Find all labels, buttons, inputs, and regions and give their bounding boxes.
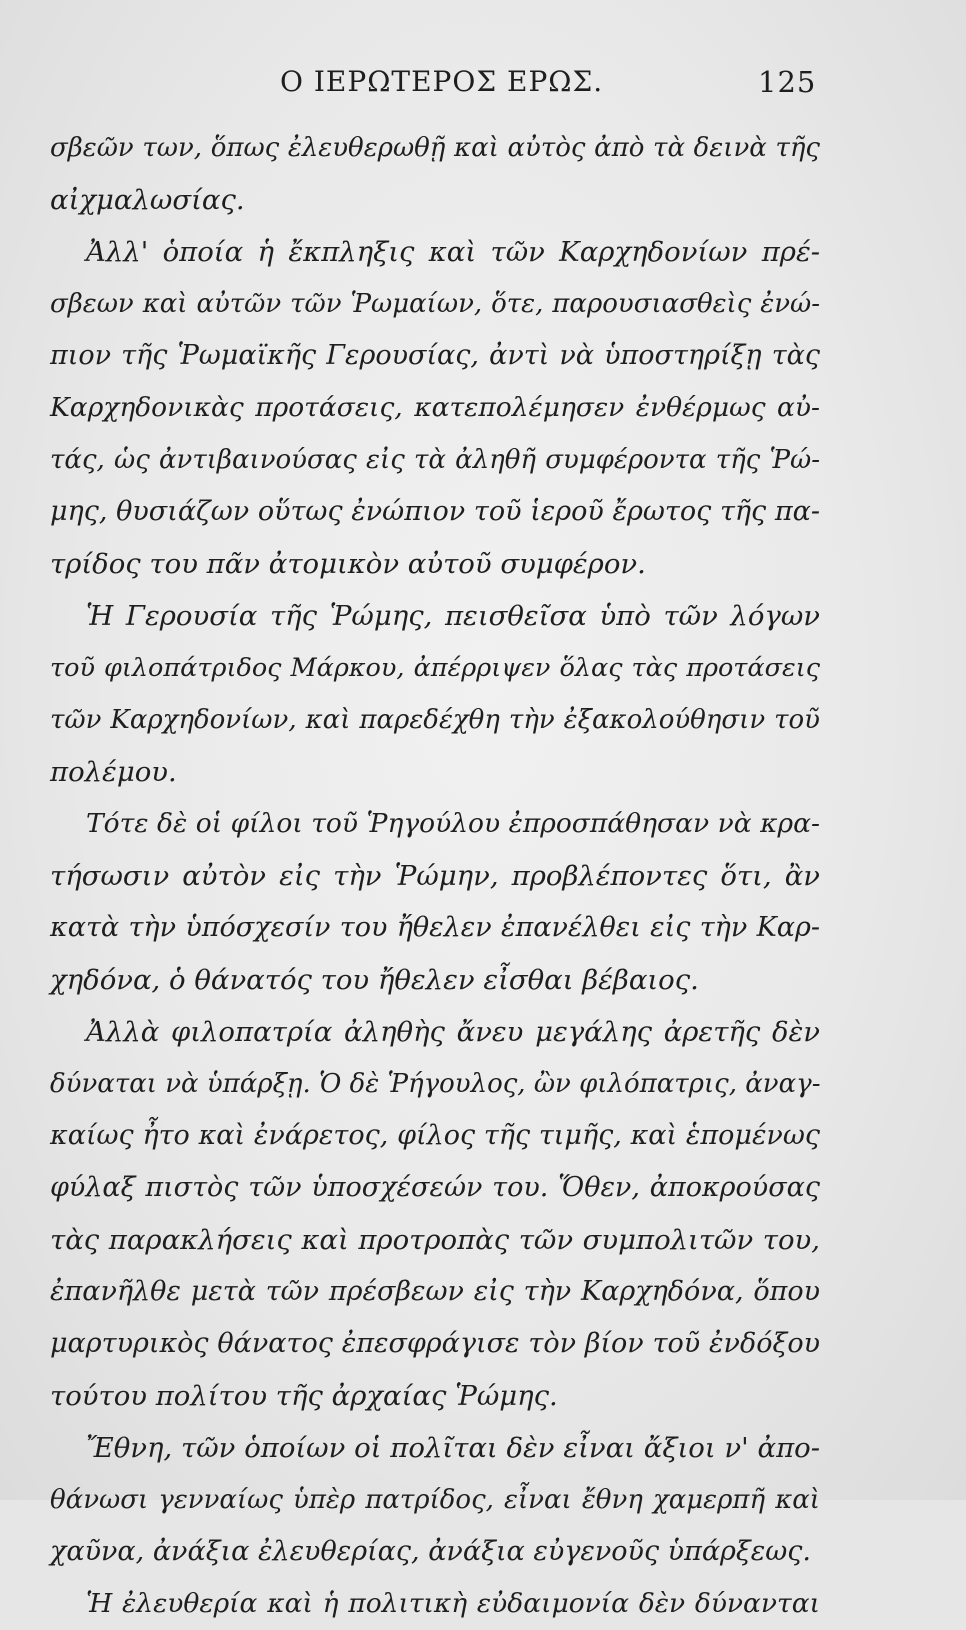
text-line: χηδόνα, ὁ θάνατός του ἤθελεν εἶσθαι βέβαιος. bbox=[50, 964, 699, 996]
body-text bbox=[50, 122, 820, 1630]
text-line: τοῦ φιλοπάτριδος Μάρκου, ἀπέρριψεν ὅλας τὰς προτάσεις bbox=[50, 653, 820, 683]
text-line: δύναται νὰ ὑπάρξῃ. Ὁ δὲ Ῥήγουλος, ὢν φιλόπατρις, ἀναγ- bbox=[50, 1069, 821, 1099]
text-line: Ἀλλὰ φιλοπατρία ἀληθὴς ἄνευ μεγάλης ἀρετῆς δὲν bbox=[86, 1016, 820, 1048]
text-line: τούτου πολίτου τῆς ἀρχαίας Ῥώμης. bbox=[50, 1380, 558, 1412]
text-line: μης, θυσιάζων οὕτως ἐνώπιον τοῦ ἱεροῦ ἔρωτος τῆς πα- bbox=[50, 496, 820, 527]
text-line: τάς, ὡς ἀντιβαινούσας εἰς τὰ ἀληθῆ συμφέροντα τῆς Ῥώ- bbox=[50, 445, 820, 475]
running-head bbox=[48, 62, 816, 102]
text-line: Καρχηδονικὰς προτάσεις, κατεπολέμησεν ἐνθέρμως αὐ- bbox=[50, 392, 820, 423]
text-line: Ἀλλ' ὁποία ἡ ἔκπληξις καὶ τῶν Καρχηδονίων πρέ- bbox=[86, 236, 820, 268]
text-line: κατὰ τὴν ὑπόσχεσίν του ἤθελεν ἐπανέλθει εἰς τὴν Καρ- bbox=[50, 912, 820, 943]
text-line: καίως ἦτο καὶ ἐνάρετος, φίλος τῆς τιμῆς, καὶ ἑπομένως bbox=[50, 1120, 820, 1151]
text-line: τρίδος του πᾶν ἀτομικὸν αὐτοῦ συμφέρον. bbox=[50, 548, 646, 580]
text-line: σβεων καὶ αὐτῶν τῶν Ῥωμαίων, ὅτε, παρουσιασθεὶς ἐνώ- bbox=[50, 289, 820, 319]
text-line: φύλαξ πιστὸς τῶν ὑποσχέσεών του. Ὅθεν, ἀποκρούσας bbox=[50, 1172, 820, 1203]
text-line: πολέμου. bbox=[50, 756, 177, 788]
text-line: τῶν Καρχηδονίων, καὶ παρεδέχθη τὴν ἐξακολούθησιν τοῦ bbox=[50, 705, 820, 735]
text-line: μαρτυρικὸς θάνατος ἐπεσφράγισε τὸν βίον τοῦ ἐνδόξου bbox=[50, 1328, 820, 1359]
text-line: Ἔθνη, τῶν ὁποίων οἱ πολῖται δὲν εἶναι ἄξιοι ν' ἀπο- bbox=[86, 1432, 820, 1464]
running-head-title: Ο ΙΕΡΩΤΕΡΟΣ ΕΡΩΣ. bbox=[280, 65, 604, 98]
text-line: ἐπανῆλθε μετὰ τῶν πρέσβεων εἰς τὴν Καρχηδόνα, ὅπου bbox=[50, 1276, 820, 1307]
text-line: χαῦνα, ἀνάξια ἐλευθερίας, ἀνάξια εὐγενοῦς ὑπάρξεως. bbox=[50, 1536, 812, 1567]
text-line: αἰχμαλωσίας. bbox=[50, 184, 245, 216]
text-line: τήσωσιν αὐτὸν εἰς τὴν Ῥώμην, προβλέποντες ὅτι, ἂν bbox=[50, 860, 820, 892]
text-line: Ἡ ἐλευθερία καὶ ἡ πολιτικὴ εὐδαιμονία δὲν δύνανται bbox=[86, 1588, 820, 1619]
text-line: τὰς παρακλήσεις καὶ προτροπὰς τῶν συμπολιτῶν του, bbox=[50, 1224, 820, 1256]
text-line: Ἡ Γερουσία τῆς Ῥώμης, πεισθεῖσα ὑπὸ τῶν λόγων bbox=[86, 600, 820, 632]
text-line: σβεῶν των, ὅπως ἐλευθερωθῇ καὶ αὐτὸς ἀπὸ τὰ δεινὰ τῆς bbox=[50, 133, 820, 163]
text-line: θάνωσι γενναίως ὑπὲρ πατρίδος, εἶναι ἔθνη χαμερπῆ καὶ bbox=[50, 1485, 820, 1515]
text-line: πιον τῆς Ῥωμαϊκῆς Γερουσίας, ἀντὶ νὰ ὑποστηρίξῃ τὰς bbox=[50, 340, 820, 371]
page-number: 125 bbox=[758, 65, 817, 99]
text-line: Τότε δὲ οἱ φίλοι τοῦ Ῥηγούλου ἐπροσπάθησαν νὰ κρα- bbox=[86, 808, 820, 839]
